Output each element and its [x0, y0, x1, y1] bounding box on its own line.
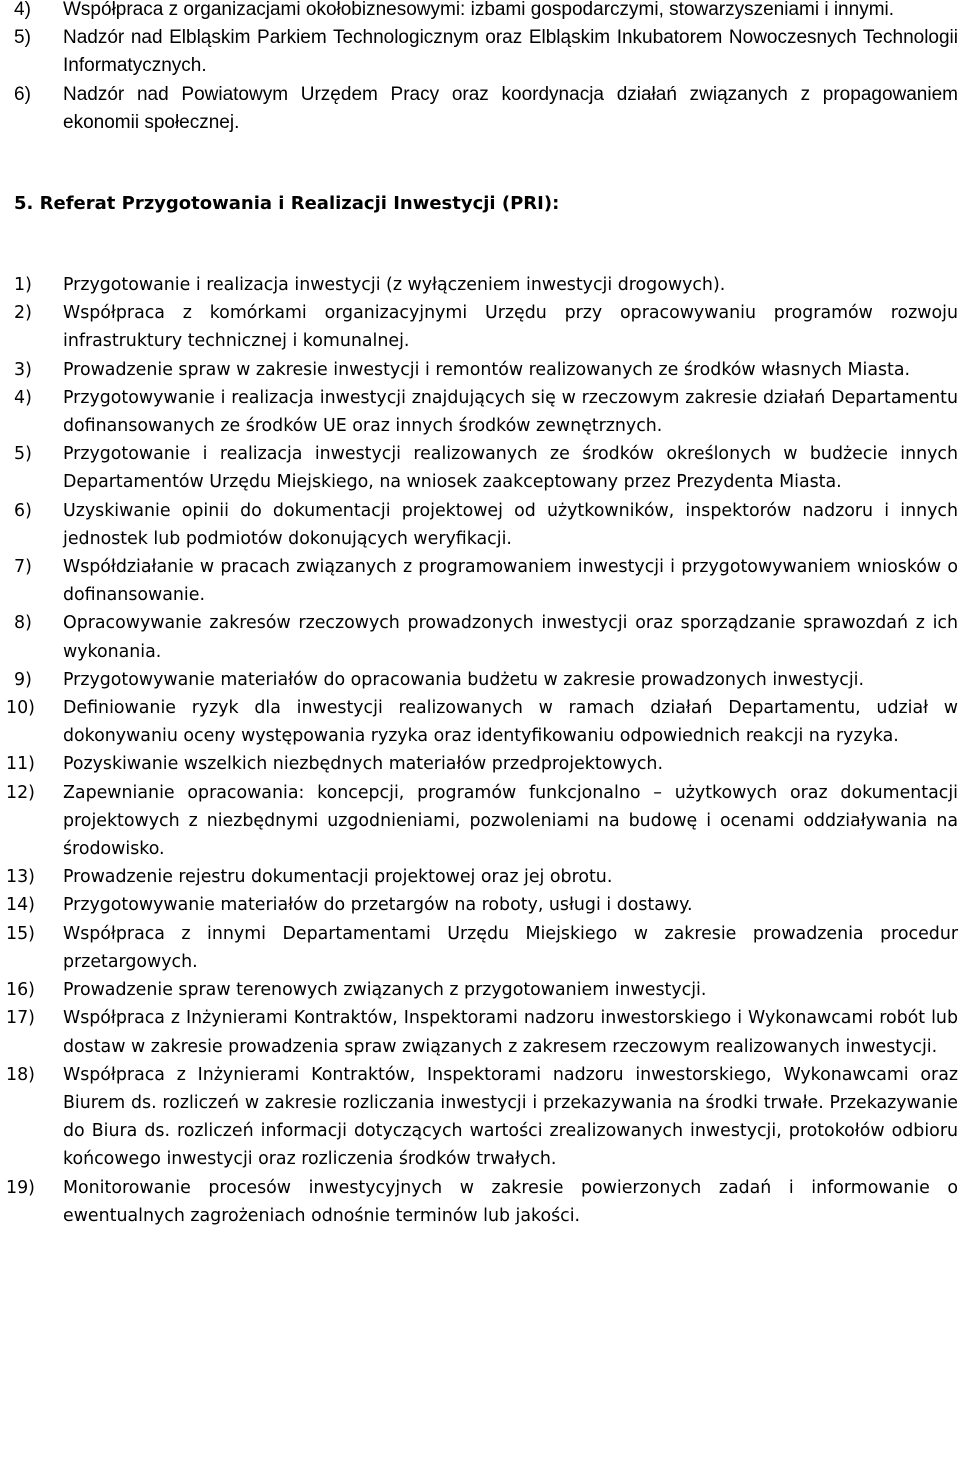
item-text: Przygotowanie i realizacja inwestycji (z wyłączeniem inwestycji drogowych). — [63, 275, 726, 296]
list-item — [0, 863, 958, 891]
item-text: Nadzór nad Elbląskim Parkiem Technologicznym oraz Elbląskim Inkubatorem Nowoczesnych Technologii Informatycznych. — [63, 27, 958, 77]
top-list — [0, 0, 958, 137]
list-item — [0, 1174, 958, 1230]
list-item — [0, 976, 958, 1004]
item-number: 12) — [6, 782, 35, 803]
item-number: 5) — [14, 444, 32, 465]
item-number: 8) — [14, 613, 32, 634]
item-text: Prowadzenie spraw w zakresie inwestycji i remontów realizowanych ze środków własnych Miasta. — [63, 359, 911, 380]
item-number: 10) — [6, 698, 35, 719]
item-number: 3) — [14, 359, 32, 380]
list-item — [0, 750, 958, 778]
item-text: Prowadzenie rejestru dokumentacji projektowej oraz jej obrotu. — [63, 867, 613, 888]
item-number: 16) — [6, 980, 35, 1001]
list-item — [0, 0, 958, 24]
item-number: 18) — [6, 1064, 35, 1085]
item-text: Przygotowywanie materiałów do opracowania budżetu w zakresie prowadzonych inwestycji. — [63, 669, 865, 690]
section-list — [0, 271, 958, 1230]
section-heading: 5. Referat Przygotowania i Realizacji Inwestycji (PRI): — [14, 193, 560, 215]
list-item — [0, 271, 958, 299]
item-text: Prowadzenie spraw terenowych związanych z przygotowaniem inwestycji. — [63, 980, 707, 1001]
item-text: Przygotowywanie i realizacja inwestycji znajdujących się w rzeczowym zakresie działań Departamentu dofinansowanych ze środków UE oraz innych środków zewnętrznych. — [63, 387, 958, 437]
item-text: Współdziałanie w pracach związanych z programowaniem inwestycji i przygotowywaniem wniosków o dofinansowanie. — [63, 557, 958, 606]
item-text: Uzyskiwanie opinii do dokumentacji projektowej od użytkowników, inspektorów nadzoru i innych jednostek lub podmiotów dokonujących weryfikacji. — [63, 500, 958, 549]
item-text: Współpraca z innymi Departamentami Urzędu Miejskiego w zakresie prowadzenia procedur przetargowych. — [63, 923, 958, 972]
list-item — [0, 81, 958, 137]
list-item — [0, 24, 958, 80]
item-text: Współpraca z Inżynierami Kontraktów, Inspektorami nadzoru inwestorskiego, Wykonawcami oraz Biurem ds. rozliczeń w zakresie rozliczania inwestycji i przekazywania na środki trwałe. Przekazywanie do Biura ds. rozliczeń informacji dotyczących wartości zrealizowanych inwestycji, protokołów odbioru końcowego inwestycji oraz rozliczenia środków trwałych. — [63, 1064, 958, 1170]
list-item — [0, 1004, 958, 1060]
item-number: 13) — [6, 867, 35, 888]
list-item — [0, 1061, 958, 1174]
item-number: 5) — [14, 27, 31, 49]
item-number: 7) — [14, 557, 32, 578]
item-number: 4) — [14, 0, 31, 20]
list-item — [0, 553, 958, 609]
item-number: 19) — [6, 1177, 35, 1198]
list-item — [0, 384, 958, 440]
item-text: Zapewnianie opracowania: koncepcji, programów funkcjonalno – użytkowych oraz dokumentacji projektowych z niezbędnymi uzgodnieniami, pozwoleniami na budowę i ocenami oddziaływania na środowisko. — [63, 782, 958, 860]
item-text: Opracowywanie zakresów rzeczowych prowadzonych inwestycji oraz sporządzanie sprawozdań z ich wykonania. — [63, 613, 958, 662]
list-item — [0, 440, 958, 496]
item-number: 4) — [14, 387, 32, 408]
item-text: Pozyskiwanie wszelkich niezbędnych materiałów przedprojektowych. — [63, 754, 663, 775]
list-item — [0, 497, 958, 553]
item-text: Monitorowanie procesów inwestycyjnych w zakresie powierzonych zadań i informowanie o ewentualnych zagrożeniach odnośnie terminów lub jakości. — [63, 1177, 958, 1226]
item-text: Definiowanie ryzyk dla inwestycji realizowanych w ramach działań Departamentu, udział w dokonywaniu oceny występowania ryzyka oraz identyfikowaniu odpowiednich reakcji na ryzyka. — [63, 698, 958, 747]
item-number: 15) — [6, 923, 35, 944]
list-item — [0, 609, 958, 665]
item-number: 14) — [6, 895, 35, 916]
item-number: 1) — [14, 275, 32, 296]
item-text: Współpraca z organizacjami okołobiznesowymi: izbami gospodarczymi, stowarzyszeniami i innymi. — [63, 0, 895, 20]
list-item — [0, 356, 958, 384]
list-item — [0, 666, 958, 694]
item-text: Współpraca z Inżynierami Kontraktów, Inspektorami nadzoru inwestorskiego i Wykonawcami robót lub dostaw w zakresie prowadzenia spraw związanych z zakresem rzeczowym realizowanych inwestycji. — [63, 1008, 958, 1057]
item-text: Przygotowanie i realizacja inwestycji realizowanych ze środków określonych w budżecie innych Departamentów Urzędu Miejskiego, na wniosek zaakceptowany przez Prezydenta Miasta. — [63, 444, 958, 493]
list-item — [0, 299, 958, 355]
list-item — [0, 920, 958, 976]
item-text: Nadzór nad Powiatowym Urzędem Pracy oraz koordynacja działań związanych z propagowaniem ekonomii społecznej. — [63, 83, 958, 133]
item-number: 17) — [6, 1008, 35, 1029]
item-number: 6) — [14, 83, 31, 105]
item-number: 9) — [14, 669, 32, 690]
item-number: 2) — [14, 303, 32, 324]
item-text: Przygotowywanie materiałów do przetargów na roboty, usługi i dostawy. — [63, 895, 693, 916]
list-item — [0, 779, 958, 864]
item-number: 11) — [6, 754, 35, 775]
item-number: 6) — [14, 500, 32, 521]
list-item — [0, 694, 958, 750]
list-item — [0, 891, 958, 919]
item-text: Współpraca z komórkami organizacyjnymi Urzędu przy opracowywaniu programów rozwoju infrastruktury technicznej i komunalnej. — [63, 303, 958, 352]
